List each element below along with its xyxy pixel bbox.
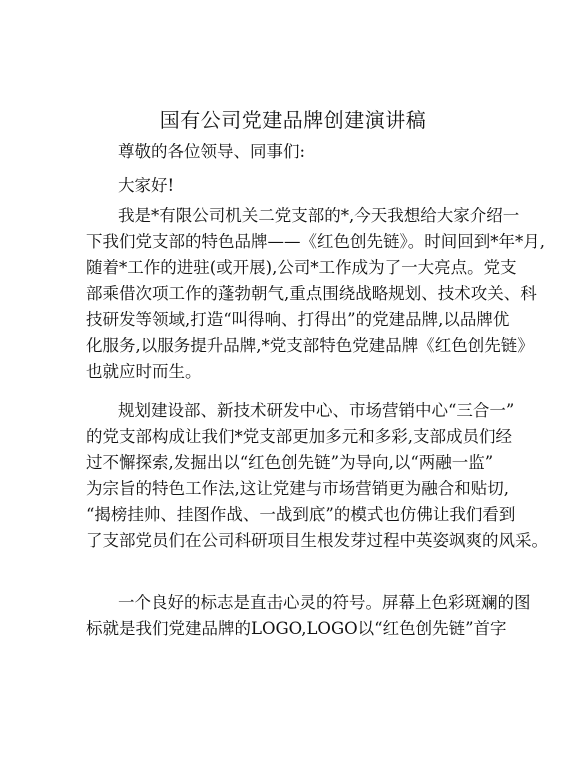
paragraph-line: 下我们党支部的特色品牌——《红色创先链》。时间回到*年*月, [86,232,545,251]
paragraph-line: 部乘借次项工作的蓬勃朝气,重点围绕战略规划、技术攻关、科 [86,284,537,303]
salutation: 尊敬的各位领导、同事们: [118,142,306,161]
greeting: 大家好! [118,176,175,195]
document-title: 国有公司党建品牌创建演讲稿 [159,108,427,132]
paragraph-line: 为宗旨的特色工作法,这让党建与市场营销更为融合和贴切, [86,479,509,498]
paragraph-line: 随着*工作的进驻(或开展),公司*工作成为了一大亮点。党支 [86,258,517,277]
paragraph-line: 技研发等领域,打造“叫得响、打得出”的党建品牌,以品牌优 [86,310,510,329]
paragraph-line: 也就应时而生。 [86,362,202,381]
paragraph-line: 了支部党员们在公司科研项目生根发芽过程中英姿飒爽的风采。 [86,531,548,550]
paragraph-line: 的党支部构成让我们*党支部更加多元和多彩,支部成员们经 [86,427,512,446]
paragraph-line: 标就是我们党建品牌的LOGO,LOGO以“红色创先链”首字 [86,619,507,638]
paragraph-line: 化服务,以服务提升品牌,*党支部特色党建品牌《红色创先链》 [86,336,534,355]
paragraph-line: 一个良好的标志是直击心灵的符号。屏幕上色彩斑斓的图 [118,593,531,612]
paragraph-line: 我是*有限公司机关二党支部的*,今天我想给大家介绍一 [118,206,520,225]
paragraph-line: 过不懈探索,发掘出以“红色创先链”为导向,以“两融一监” [86,453,494,472]
paragraph-line: “揭榜挂帅、挂图作战、一战到底”的模式也仿佛让我们看到 [86,505,516,524]
paragraph-line: 规划建设部、新技术研发中心、市场营销中心“三合一” [118,401,515,420]
